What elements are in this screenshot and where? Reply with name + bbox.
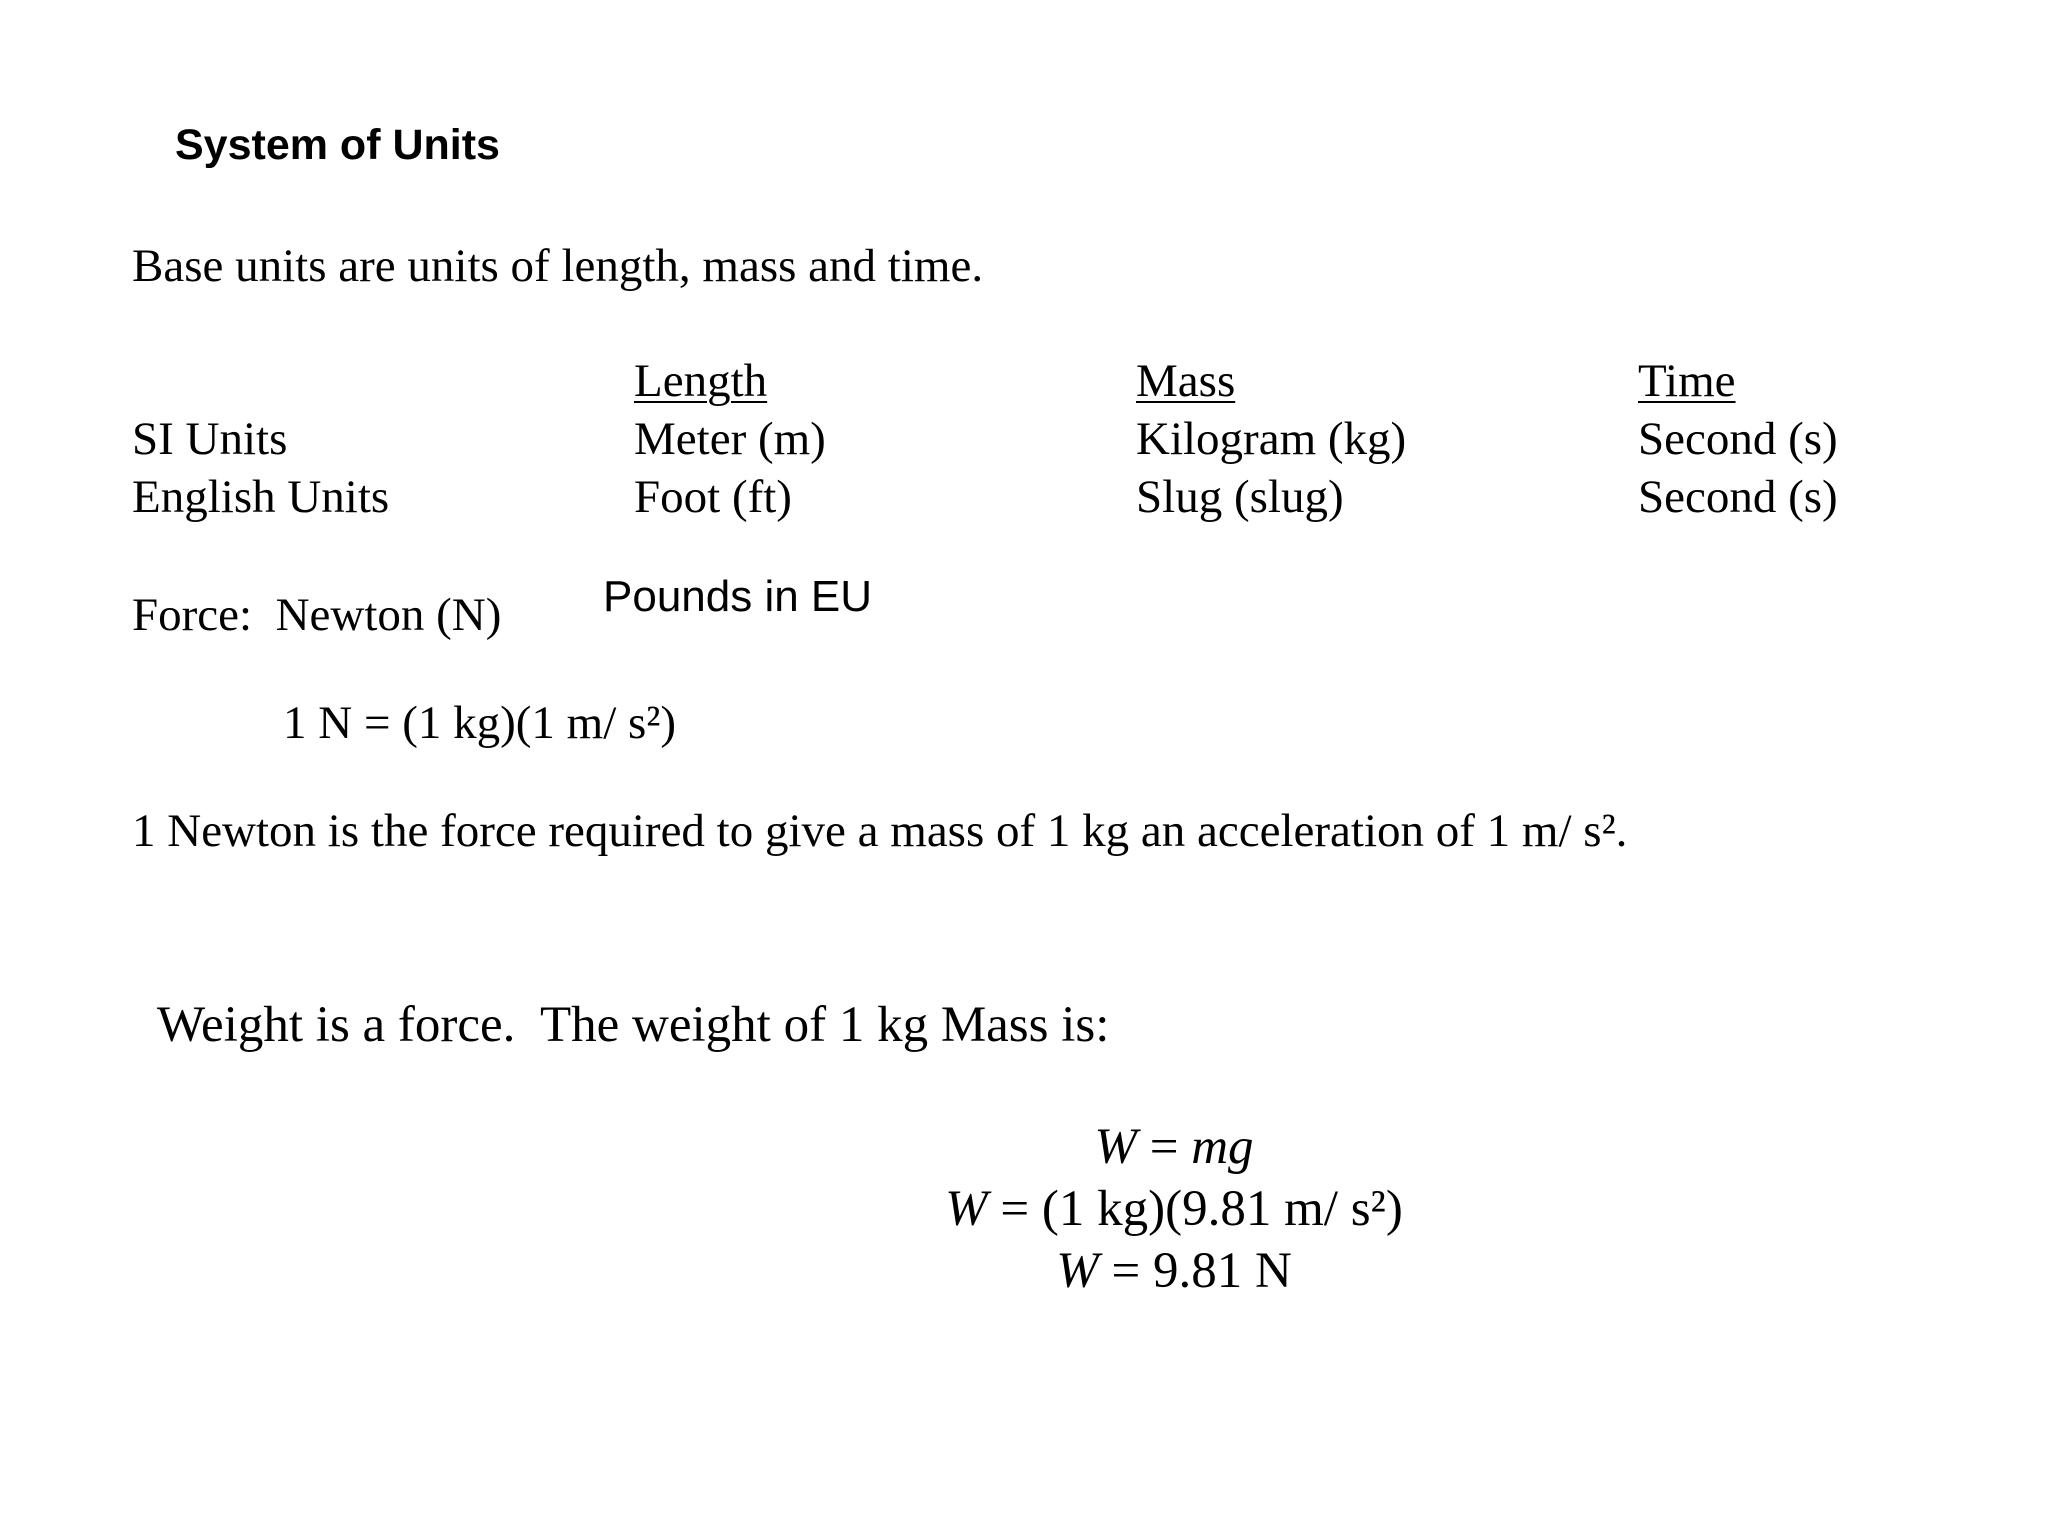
force-label: Force: Newton (N): [132, 589, 502, 641]
eq2-variable: W: [945, 1181, 988, 1237]
row-label-english: English Units: [132, 471, 390, 523]
eq3-rhs: = 9.81 N: [1098, 1243, 1292, 1299]
page-title: System of Units: [175, 121, 500, 169]
english-time: Second (s): [1638, 471, 1838, 523]
intro-text: Base units are units of length, mass and time.: [132, 240, 984, 292]
si-length: Meter (m): [634, 413, 826, 465]
eq1-variable: W: [1094, 1119, 1137, 1175]
eq1-rhs: mg: [1191, 1119, 1254, 1175]
row-label-si: SI Units: [132, 413, 288, 465]
weight-equation-2: [724, 1181, 1624, 1237]
si-mass: Kilogram (kg): [1136, 413, 1407, 465]
weight-equation-1: [724, 1119, 1624, 1175]
english-mass: Slug (slug): [1136, 471, 1344, 523]
weight-intro: Weight is a force. The weight of 1 kg Mass is:: [157, 997, 1110, 1053]
weight-equation-3: [724, 1243, 1624, 1299]
si-time: Second (s): [1638, 413, 1838, 465]
newton-definition: 1 Newton is the force required to give a mass of 1 kg an acceleration of 1 m/ s².: [132, 805, 1628, 857]
header-length: Length: [634, 355, 768, 407]
english-length: Foot (ft): [634, 471, 792, 523]
eq3-variable: W: [1056, 1243, 1099, 1299]
header-mass: Mass: [1136, 355, 1236, 407]
newton-equation: 1 N = (1 kg)(1 m/ s²): [283, 697, 677, 749]
pounds-note: Pounds in EU: [603, 572, 873, 621]
eq1-equals: =: [1136, 1119, 1192, 1175]
header-time: Time: [1638, 355, 1736, 407]
eq2-rhs: = (1 kg)(9.81 m/ s²): [987, 1181, 1403, 1237]
